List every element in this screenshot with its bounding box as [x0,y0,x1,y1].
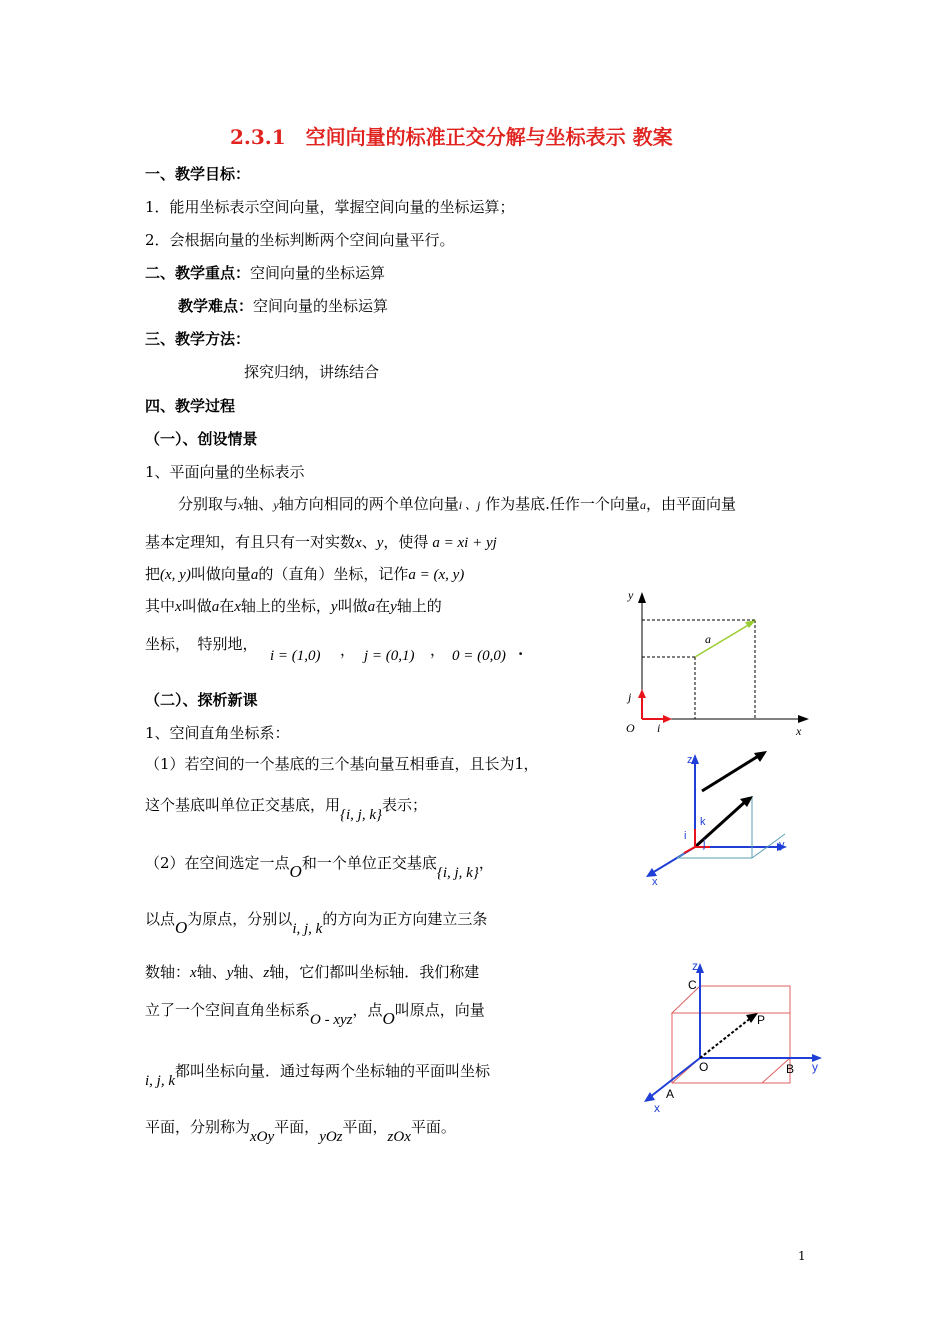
x-axis [650,1058,700,1097]
fig2-label-i: i [684,830,687,842]
unit-vector-i [684,847,695,853]
new-lesson-line-7: i, j, k都叫坐标向量．通过每两个坐标轴的平面叫坐标 [145,1062,491,1089]
fig3-label-C: C [688,978,697,992]
fig1-label-x: x [796,724,802,738]
unit-vector-j-arrow-icon [638,689,646,698]
fig3-label-A: A [666,1087,675,1101]
x-axis-arrow-icon [798,715,809,723]
y-axis-arrow-icon [638,592,646,603]
fig1-label-a: a [705,632,711,646]
cube-front-face [672,1013,790,1083]
fig2-label-y: y [779,839,785,851]
document-title: 2.3.1 空间向量的标准正交分解与坐标表示 教案 [230,125,673,149]
subsection-new-lesson-heading: （二）、探析新课 [145,691,258,709]
new-lesson-line-8: 平面，分别称为xOy平面，yOz平面，zOx平面。 [145,1118,456,1145]
new-lesson-line-5: 数轴：x轴、y轴、z轴，它们都叫坐标轴．我们称建 [145,963,480,981]
fig3-label-B: B [786,1062,795,1076]
vector-top [702,755,760,791]
new-lesson-line-6: 立了一个空间直角坐标系O - xyz，点O叫原点，向量 [145,1001,485,1028]
section-goals-heading: 一、教学目标： [145,165,251,183]
scenario-paragraph-line-1: 分别取与x轴、y轴方向相同的两个单位向量i 、j 作为基底.任作一个向量a，由平面向量 [178,495,736,513]
vector-OP [700,1017,752,1058]
scenario-paragraph-line-2: 基本定理知，有且只有一对实数x、y，使得 a = xi + yj [145,533,497,551]
new-lesson-line-3: （2）在空间选定一点O和一个单位正交基底{i, j, k}， [145,854,494,881]
comma-1: ， [340,641,356,659]
eq-unit-j: j = (0,1) [364,648,415,664]
vector-a [695,624,750,657]
eq-unit-i: i = (1,0) [270,648,321,664]
fig3-label-O: O [699,1060,709,1074]
new-lesson-line-4: 以点O为原点，分别以i, j, k的方向为正方向建立三条 [145,910,488,937]
fig3-label-z: z [692,959,698,973]
goal-item-2: 2．会根据向量的坐标判断两个空间向量平行。 [145,231,455,249]
eq-coordinates: a = (x, y) [408,567,465,583]
figure-space-basis [640,745,800,890]
method-text: 探究归纳，讲练结合 [244,363,380,381]
fig3-label-P: P [757,1013,766,1027]
period: . [518,641,524,659]
difficulty-line [178,296,388,316]
fig2-label-z: z [687,754,693,766]
fig1-label-i: i [657,721,661,735]
new-lesson-line-1: （1）若空间的一个基底的三个基向量互相垂直，且长为1， [145,753,539,773]
fig2-label-k: k [700,816,706,828]
figure-plane-coordinates [610,585,815,740]
comma-2: ， [430,641,446,659]
fig3-label-y: y [812,1060,818,1074]
eq-decomposition: a = xi + yj [432,535,497,551]
scenario-paragraph-line-3: 把(x, y)叫做向量a的（直角）坐标，记作a = (x, y) [145,565,465,583]
fig3-label-x: x [654,1101,660,1115]
section-process-heading: 四、教学过程 [145,397,236,415]
goal-item-1: 1．能用坐标表示空间向量，掌握空间向量的坐标运算； [145,198,515,216]
scenario-special-label: 坐标， 特别地， [145,635,258,653]
new-lesson-item-1: 1、空间直角坐标系： [145,724,290,742]
section-method-heading: 三、教学方法： [145,330,251,348]
eq-zero-vector: 0 = (0,0) [452,648,506,664]
subsection-scenario-heading: （一）、创设情景 [145,430,258,448]
key-point-line [145,263,385,283]
fig2-label-j: j [703,838,706,850]
key-point-heading: 二、教学重点： [145,264,251,282]
figure-space-cube [630,955,830,1120]
fig1-label-j: j [628,690,632,704]
fig1-label-y: y [628,588,634,602]
key-point-text: 空间向量的坐标运算 [250,264,386,282]
scenario-item-1: 1、平面向量的坐标表示 [145,463,305,481]
new-lesson-line-2: 这个基底叫单位正交基底，用{i, j, k}表示； [145,796,428,823]
difficulty-heading: 教学难点： [178,297,254,315]
unit-vector-i-arrow-icon [663,715,672,723]
difficulty-text: 空间向量的坐标运算 [253,297,389,315]
page-number: 1 [798,1249,806,1263]
scenario-paragraph-line-4: 其中x叫做a在x轴上的坐标，y叫做a在y轴上的 [145,597,442,615]
fig2-label-x: x [652,876,658,888]
fig1-label-origin: O [626,721,635,735]
